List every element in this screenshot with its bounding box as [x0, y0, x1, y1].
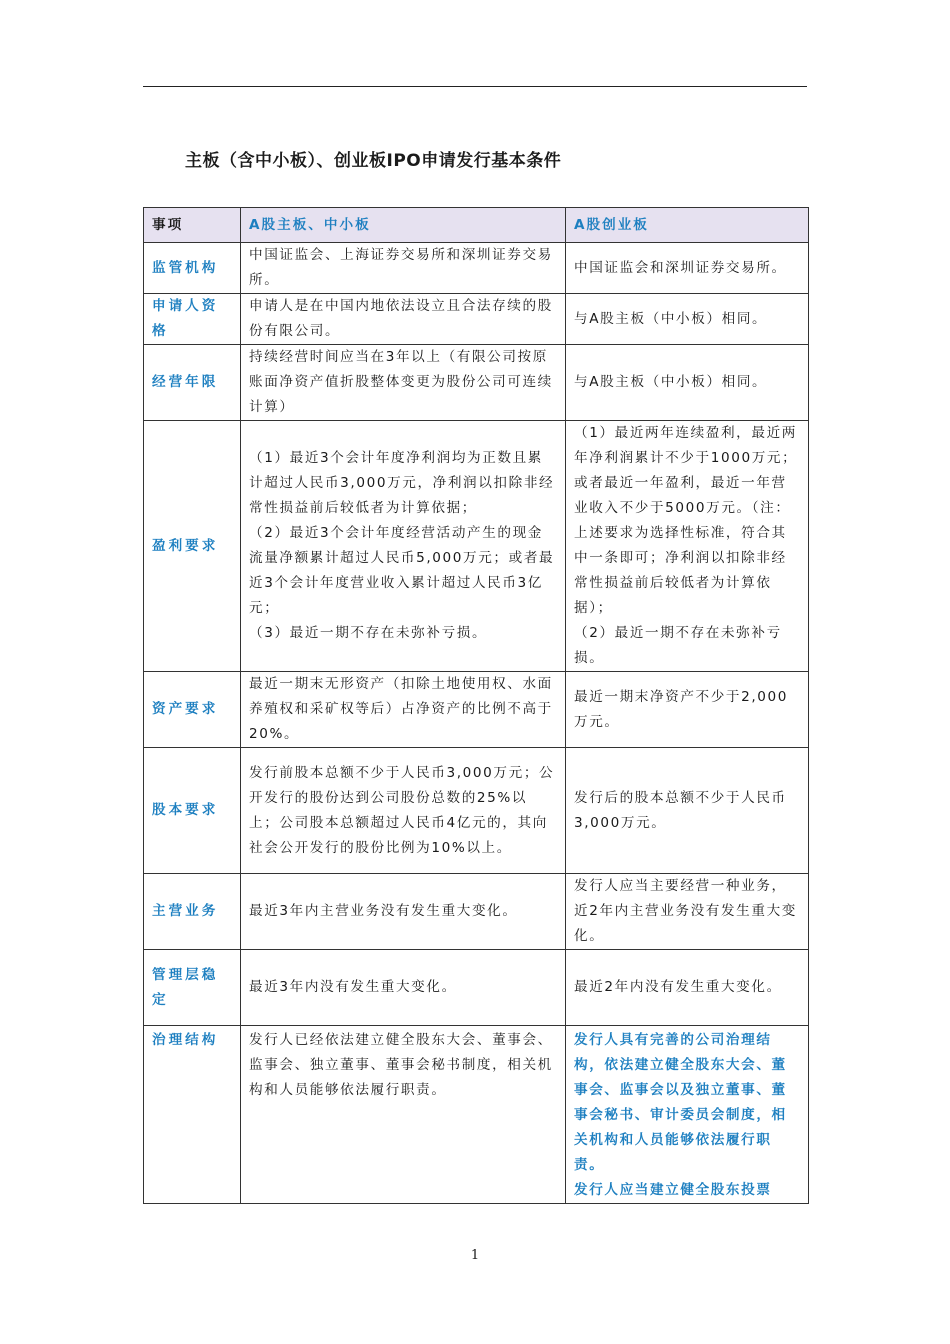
gem-board-cell: 发行人应当主要经营一种业务，近2年内主营业务没有发生重大变化。: [566, 874, 809, 950]
gem-board-cell: 与A股主板（中小板）相同。: [566, 294, 809, 345]
main-board-cell: [241, 421, 566, 672]
row-label: 管理层稳定: [144, 950, 241, 1026]
table-row: [144, 421, 809, 672]
row-label: 监管机构: [144, 243, 241, 294]
gem-board-cell: 最近2年内没有发生重大变化。: [566, 950, 809, 1026]
cell-paragraph: （2）最近一期不存在未弥补亏损。: [574, 625, 782, 666]
main-board-cell: 最近3年内没有发生重大变化。: [241, 950, 566, 1026]
row-label: 主营业务: [144, 874, 241, 950]
cell-paragraph: （1）最近两年连续盈利，最近两年净利润累计不少于1000万元；或者最近一年盈利，最近一年营业收入不少于5000万元。（注：上述要求为选择性标准，符合其中一条即可；净利润以扣除非经常性损益前后较低者为计算依据）；: [574, 425, 798, 616]
gem-board-cell: 最近一期末净资产不少于2,000万元。: [566, 672, 809, 748]
table-row: [144, 345, 809, 421]
ipo-conditions-table: [143, 207, 809, 1204]
cell-paragraph: （1）最近3个会计年度净利润均为正数且累计超过人民币3,000万元，净利润以扣除非经常性损益前后较低者为计算依据；: [249, 450, 555, 516]
row-label: 经营年限: [144, 345, 241, 421]
cell-paragraph: 发行人应当建立健全股东投票: [574, 1182, 772, 1198]
row-label: 盈利要求: [144, 421, 241, 672]
main-board-cell: 发行人已经依法建立健全股东大会、董事会、监事会、独立董事、董事会秘书制度，相关机构和人员能够依法履行职责。: [241, 1026, 566, 1204]
cell-paragraph: （2）最近3个会计年度经营活动产生的现金流量净额累计超过人民币5,000万元；或者最近3个会计年度营业收入累计超过人民币3亿元；: [249, 525, 555, 616]
table-row: [144, 1026, 809, 1204]
table-row: [144, 243, 809, 294]
main-board-cell: 发行前股本总额不少于人民币3,000万元；公开发行的股份达到公司股份总数的25%以上；公司股本总额超过人民币4亿元的，其向社会公开发行的股份比例为10%以上。: [241, 748, 566, 874]
row-label: 股本要求: [144, 748, 241, 874]
document-title: 主板（含中小板）、创业板IPO申请发行基本条件: [185, 151, 562, 171]
gem-board-cell: 与A股主板（中小板）相同。: [566, 345, 809, 421]
cell-paragraph: （3）最近一期不存在未弥补亏损。: [249, 625, 488, 641]
main-board-cell: 最近一期末无形资产（扣除土地使用权、水面养殖权和采矿权等后）占净资产的比例不高于20%。: [241, 672, 566, 748]
gem-board-cell: [566, 1026, 809, 1204]
table-row: [144, 672, 809, 748]
cell-paragraph: 发行人具有完善的公司治理结构，依法建立健全股东大会、董事会、监事会以及独立董事、董事会秘书、审计委员会制度，相关机构和人员能够依法履行职责。: [574, 1032, 787, 1173]
header-item: 事项: [144, 208, 241, 243]
row-label: 治理结构: [144, 1026, 241, 1204]
header-gem-board: A股创业板: [566, 208, 809, 243]
table-header-row: [144, 208, 809, 243]
header-rule: [143, 86, 807, 87]
page-number: 1: [470, 1248, 480, 1263]
table-row: [144, 294, 809, 345]
header-main-board: A股主板、中小板: [241, 208, 566, 243]
gem-board-cell: [566, 421, 809, 672]
table-row: [144, 874, 809, 950]
main-board-cell: 持续经营时间应当在3年以上（有限公司按原账面净资产值折股整体变更为股份公司可连续计算）: [241, 345, 566, 421]
main-board-cell: 申请人是在中国内地依法设立且合法存续的股份有限公司。: [241, 294, 566, 345]
gem-board-cell: 中国证监会和深圳证券交易所。: [566, 243, 809, 294]
row-label: 资产要求: [144, 672, 241, 748]
table-row: [144, 748, 809, 874]
row-label: 申请人资格: [144, 294, 241, 345]
table-row: [144, 950, 809, 1026]
main-board-cell: 中国证监会、上海证券交易所和深圳证券交易所。: [241, 243, 566, 294]
gem-board-cell: 发行后的股本总额不少于人民币3,000万元。: [566, 748, 809, 874]
main-board-cell: 最近3年内主营业务没有发生重大变化。: [241, 874, 566, 950]
